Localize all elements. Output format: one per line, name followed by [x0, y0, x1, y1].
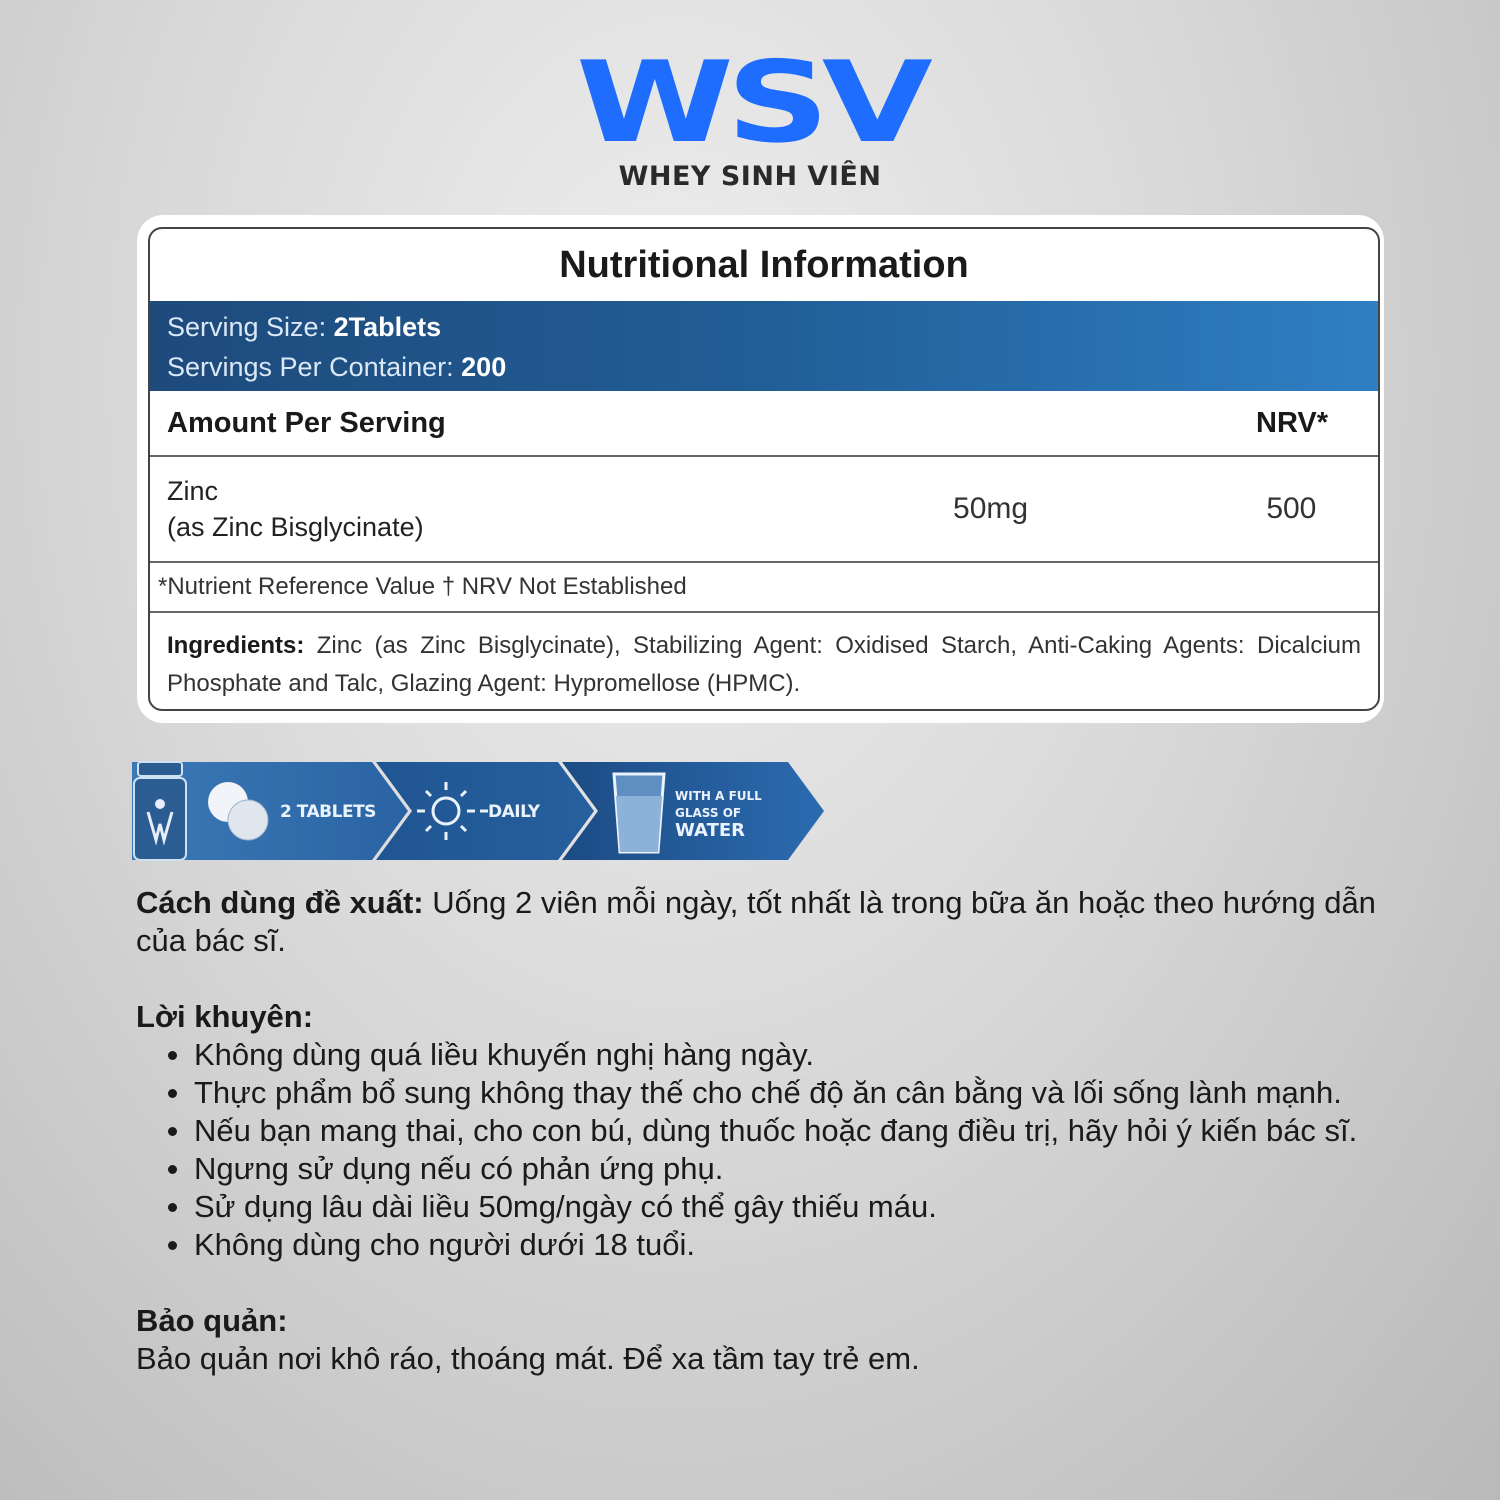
usage-paragraph	[136, 884, 1376, 960]
nutrient-source: (as Zinc Bisglycinate)	[167, 512, 424, 542]
advice-title: Lời khuyên:	[136, 999, 314, 1034]
nutrient-row	[150, 457, 1378, 563]
nutrition-title: Nutritional Information	[559, 243, 969, 286]
usage-label: Cách dùng đề xuất:	[136, 885, 424, 920]
serving-size-value: 2Tablets	[333, 312, 442, 342]
nutrient-name: Zinc	[167, 476, 219, 506]
nrv-footnote: *Nutrient Reference Value † NRV Not Established	[150, 563, 1378, 613]
water-label	[675, 788, 762, 839]
serving-size-label: Serving Size:	[167, 312, 327, 342]
ingredients-label: Ingredients:	[167, 632, 305, 659]
servings-per-container-value: 200	[461, 352, 507, 382]
product-instructions	[136, 884, 1376, 1378]
advice-item: Thực phẩm bổ sung không thay thế cho chế độ ăn cân bằng và lối sống lành mạnh.	[168, 1074, 1376, 1112]
amount-header: Amount Per Serving	[167, 406, 446, 439]
tablets-label: 2 TABLETS	[280, 802, 376, 822]
advice-item: Ngưng sử dụng nếu có phản ứng phụ.	[168, 1150, 1376, 1188]
daily-label: DAILY	[488, 802, 540, 822]
water-label-line2: GLASS OF	[675, 806, 742, 820]
usage-banner	[130, 760, 830, 862]
ingredients-text: Zinc (as Zinc Bisglycinate), Stabilizing Agent: Oxidised Starch, Anti-Caking Agents: Dicalcium Phosphate and Talc, Glazing Agent: Hypromellose (HPMC).	[167, 632, 1362, 697]
advice-item: Không dùng cho người dưới 18 tuổi.	[168, 1226, 1376, 1264]
nutrient-amount: 50mg	[953, 492, 1029, 525]
servings-per-container-label: Servings Per Container:	[167, 352, 454, 382]
bottle-icon	[134, 762, 186, 860]
ingredients	[150, 613, 1378, 711]
logo-mark: WSV	[575, 38, 925, 168]
nutrient-name-cell	[167, 473, 953, 545]
glass-icon	[614, 774, 664, 852]
advice-section	[136, 998, 1376, 1264]
usage-text: Uống 2 viên mỗi ngày, tốt nhất là trong bữa ăn hoặc theo hướng dẫn của bác sĩ.	[136, 885, 1376, 958]
storage-text: Bảo quản nơi khô ráo, thoáng mát. Để xa tầm tay trẻ em.	[136, 1341, 920, 1376]
brand-logo	[0, 38, 1500, 192]
nutrition-card	[148, 227, 1380, 711]
advice-item: Sử dụng lâu dài liều 50mg/ngày có thể gây thiếu máu.	[168, 1188, 1376, 1226]
servings-per-container-line	[167, 347, 1361, 387]
amount-header-row	[150, 391, 1378, 457]
nrv-header: NRV*	[1256, 406, 1328, 439]
advice-list	[136, 1036, 1376, 1264]
advice-item: Nếu bạn mang thai, cho con bú, dùng thuốc hoặc đang điều trị, hãy hỏi ý kiến bác sĩ.	[168, 1112, 1376, 1150]
serving-size-line	[167, 307, 1361, 347]
advice-item: Không dùng quá liều khuyến nghị hàng ngày.	[168, 1036, 1376, 1074]
nutrient-nrv: 500	[1266, 492, 1317, 525]
water-label-line1: WITH A FULL	[675, 789, 762, 803]
storage-section	[136, 1302, 1376, 1378]
logo-subtitle: WHEY SINH VIÊN	[618, 161, 882, 192]
storage-title: Bảo quản:	[136, 1303, 288, 1338]
serving-band	[150, 301, 1378, 391]
water-label-line3: WATER	[675, 820, 746, 841]
